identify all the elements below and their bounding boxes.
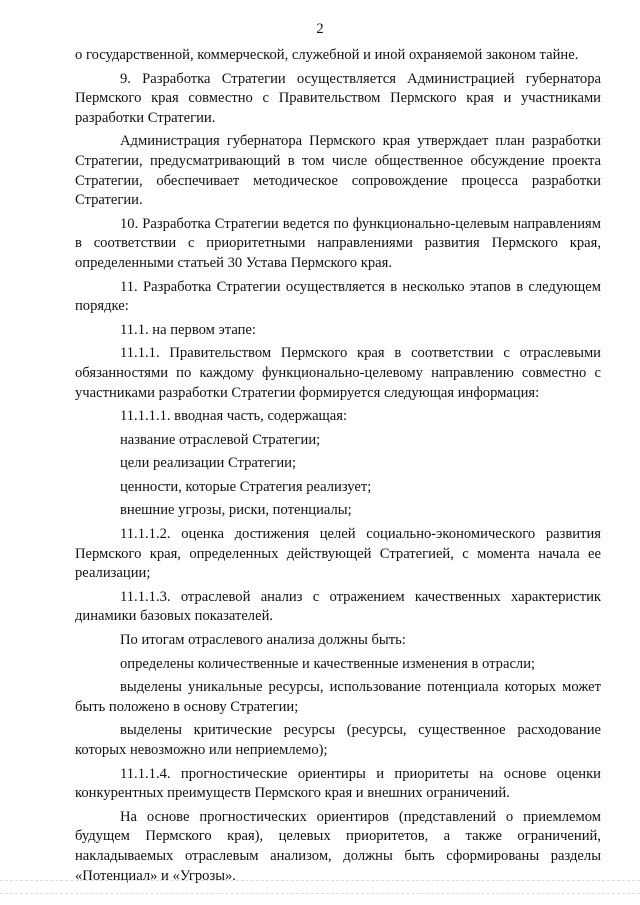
paragraph: 9. Разработка Стратегии осуществляется Администрацией губернатора Пермского края совместно с Правительством Пермского края и участниками разработки Стратегии.	[75, 70, 601, 126]
paragraph: По итогам отраслевого анализа должны быть:	[120, 632, 406, 649]
paragraph: 11.1. на первом этапе:	[120, 321, 256, 338]
scan-artifact-line	[0, 893, 640, 894]
paragraph: выделены критические ресурсы (ресурсы, существенное расходование которых невозможно или неприемлемо);	[75, 722, 601, 758]
paragraph: 11.1.1.1. вводная часть, содержащая:	[120, 408, 348, 425]
paragraph: 11. Разработка Стратегии осуществляется в несколько этапов в следующем порядке:	[75, 278, 601, 315]
page-number: 2	[316, 21, 324, 37]
paragraph: Администрация губернатора Пермского края утверждает план разработки Стратегии, предусматривающий в том числе общественное обсуждение проекта Стратегии, обеспечивает методическое сопровождение процесса разработки Стратегии.	[75, 133, 601, 209]
paragraph: определены количественные и качественные изменения в отрасли;	[120, 655, 536, 672]
paragraph: название отраслевой Стратегии;	[120, 431, 321, 448]
paragraph: 11.1.1. Правительством Пермского края в соответствии с отраслевыми обязанностями по каждому функционально-целевому направлению совместно с участниками разработки Стратегии формируется следующая информация:	[75, 345, 601, 401]
document-body	[75, 46, 601, 886]
paragraph: 11.1.1.3. отраслевой анализ с отражением качественных характеристик динамики базовых показателей.	[75, 588, 601, 625]
paragraph: ценности, которые Стратегия реализует;	[120, 478, 372, 495]
paragraph: 11.1.1.4. прогностические ориентиры и приоритеты на основе оценки конкурентных преимуществ Пермского края и внешних ограничений.	[75, 765, 601, 802]
paragraph: На основе прогностических ориентиров (представлений о приемлемом будущем Пермского края), целевых приоритетов, а также ограничений, накладываемых отраслевым анализом, должны быть сформированы разделы «Потенциал» и «Угрозы».	[75, 808, 601, 884]
paragraph: выделены уникальные ресурсы, использование потенциала которых может быть положено в основу Стратегии;	[75, 679, 601, 715]
paragraph: 11.1.1.2. оценка достижения целей социально-экономического развития Пермского края, определенных действующей Стратегией, с момента начала ее реализации;	[75, 526, 601, 582]
paragraph: о государственной, коммерческой, служебной и иной охраняемой законом тайне.	[75, 47, 579, 63]
scan-artifact-line	[0, 880, 640, 881]
paragraph: внешние угрозы, риски, потенциалы;	[120, 502, 352, 519]
paragraph: 10. Разработка Стратегии ведется по функционально-целевым направлениям в соответствии с приоритетными направлениями развития Пермского края, определенными статьей 30 Устава Пермского края.	[75, 215, 601, 271]
paragraph: цели реализации Стратегии;	[120, 455, 297, 472]
